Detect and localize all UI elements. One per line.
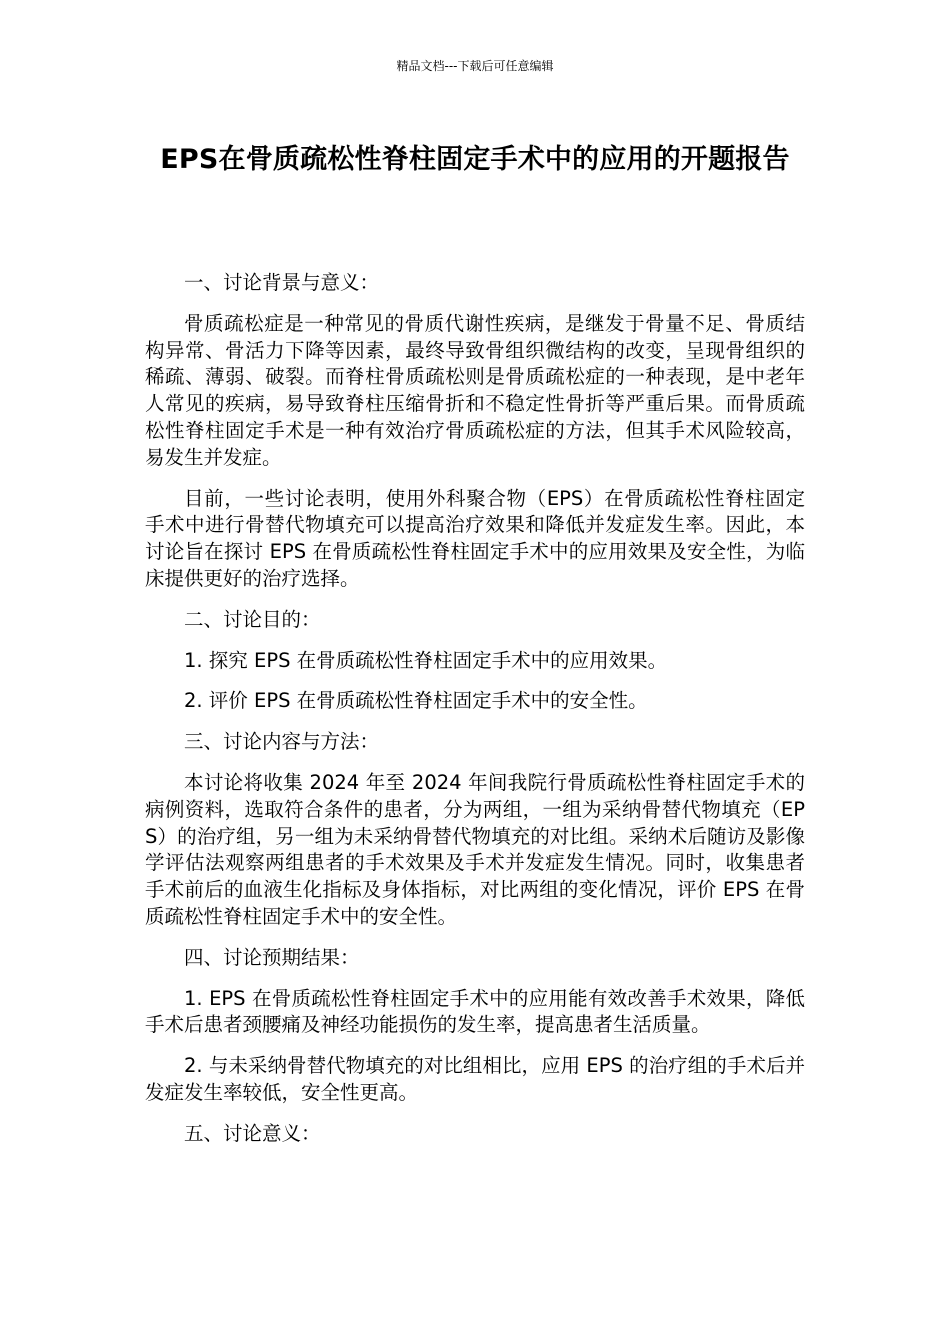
list-item: 1. 探究 EPS 在骨质疏松性脊柱固定手术中的应用效果。 [184, 648, 668, 672]
body-paragraph: 本讨论将收集 2024 年至 2024 年间我院行骨质疏松性脊柱固定手术的病例资料，选取符合条件的患者，分为两组，一组为采纳骨替代物填充（EPS）的治疗组，另一组为未采纳骨替代物填充的对比组。采纳术后随访及影像学评估法观察两组患者的手术效果及手术并发症发生情况。同时，收集患者手术前后的血液生化指标及身体指标，对比两组的变化情况，评价 EPS 在骨质疏松性脊柱固定手术中的安全性。 [145, 770, 805, 928]
document-body [145, 270, 805, 1162]
list-item: 1. EPS 在骨质疏松性脊柱固定手术中的应用能有效改善手术效果，降低手术后患者颈腰痛及神经功能损伤的发生率，提高患者生活质量。 [145, 986, 805, 1037]
document-title: EPS在骨质疏松性脊柱固定手术中的应用的开题报告 [160, 144, 790, 175]
section-heading-significance: 五、讨论意义： [184, 1121, 321, 1145]
body-paragraph: 目前，一些讨论表明，使用外科聚合物（EPS）在骨质疏松性脊柱固定手术中进行骨替代物填充可以提高治疗效果和降低并发症发生率。因此，本讨论旨在探讨 EPS 在骨质疏松性脊柱固定手术中的应用效果及安全性，为临床提供更好的治疗选择。 [145, 486, 805, 590]
body-paragraph: 骨质疏松症是一种常见的骨质代谢性疾病，是继发于骨量不足、骨质结构异常、骨活力下降等因素，最终导致骨组织微结构的改变，呈现骨组织的稀疏、薄弱、破裂。而脊柱骨质疏松则是骨质疏松症的一种表现，是中老年人常见的疾病，易导致脊柱压缩骨折和不稳定性骨折等严重后果。而骨质疏松性脊柱固定手术是一种有效治疗骨质疏松症的方法，但其手术风险较高，易发生并发症。 [145, 311, 805, 469]
section-heading-expected-results: 四、讨论预期结果： [184, 945, 360, 969]
section-heading-purpose: 二、讨论目的： [184, 607, 321, 631]
page-header-note: 精品文档---下载后可任意编辑 [396, 59, 554, 73]
list-item: 2. 与未采纳骨替代物填充的对比组相比，应用 EPS 的治疗组的手术后并发症发生率较低，安全性更高。 [145, 1054, 805, 1104]
section-heading-background: 一、讨论背景与意义： [184, 271, 380, 294]
section-heading-methods: 三、讨论内容与方法： [184, 730, 380, 754]
list-item: 2. 评价 EPS 在骨质疏松性脊柱固定手术中的安全性。 [184, 689, 648, 713]
